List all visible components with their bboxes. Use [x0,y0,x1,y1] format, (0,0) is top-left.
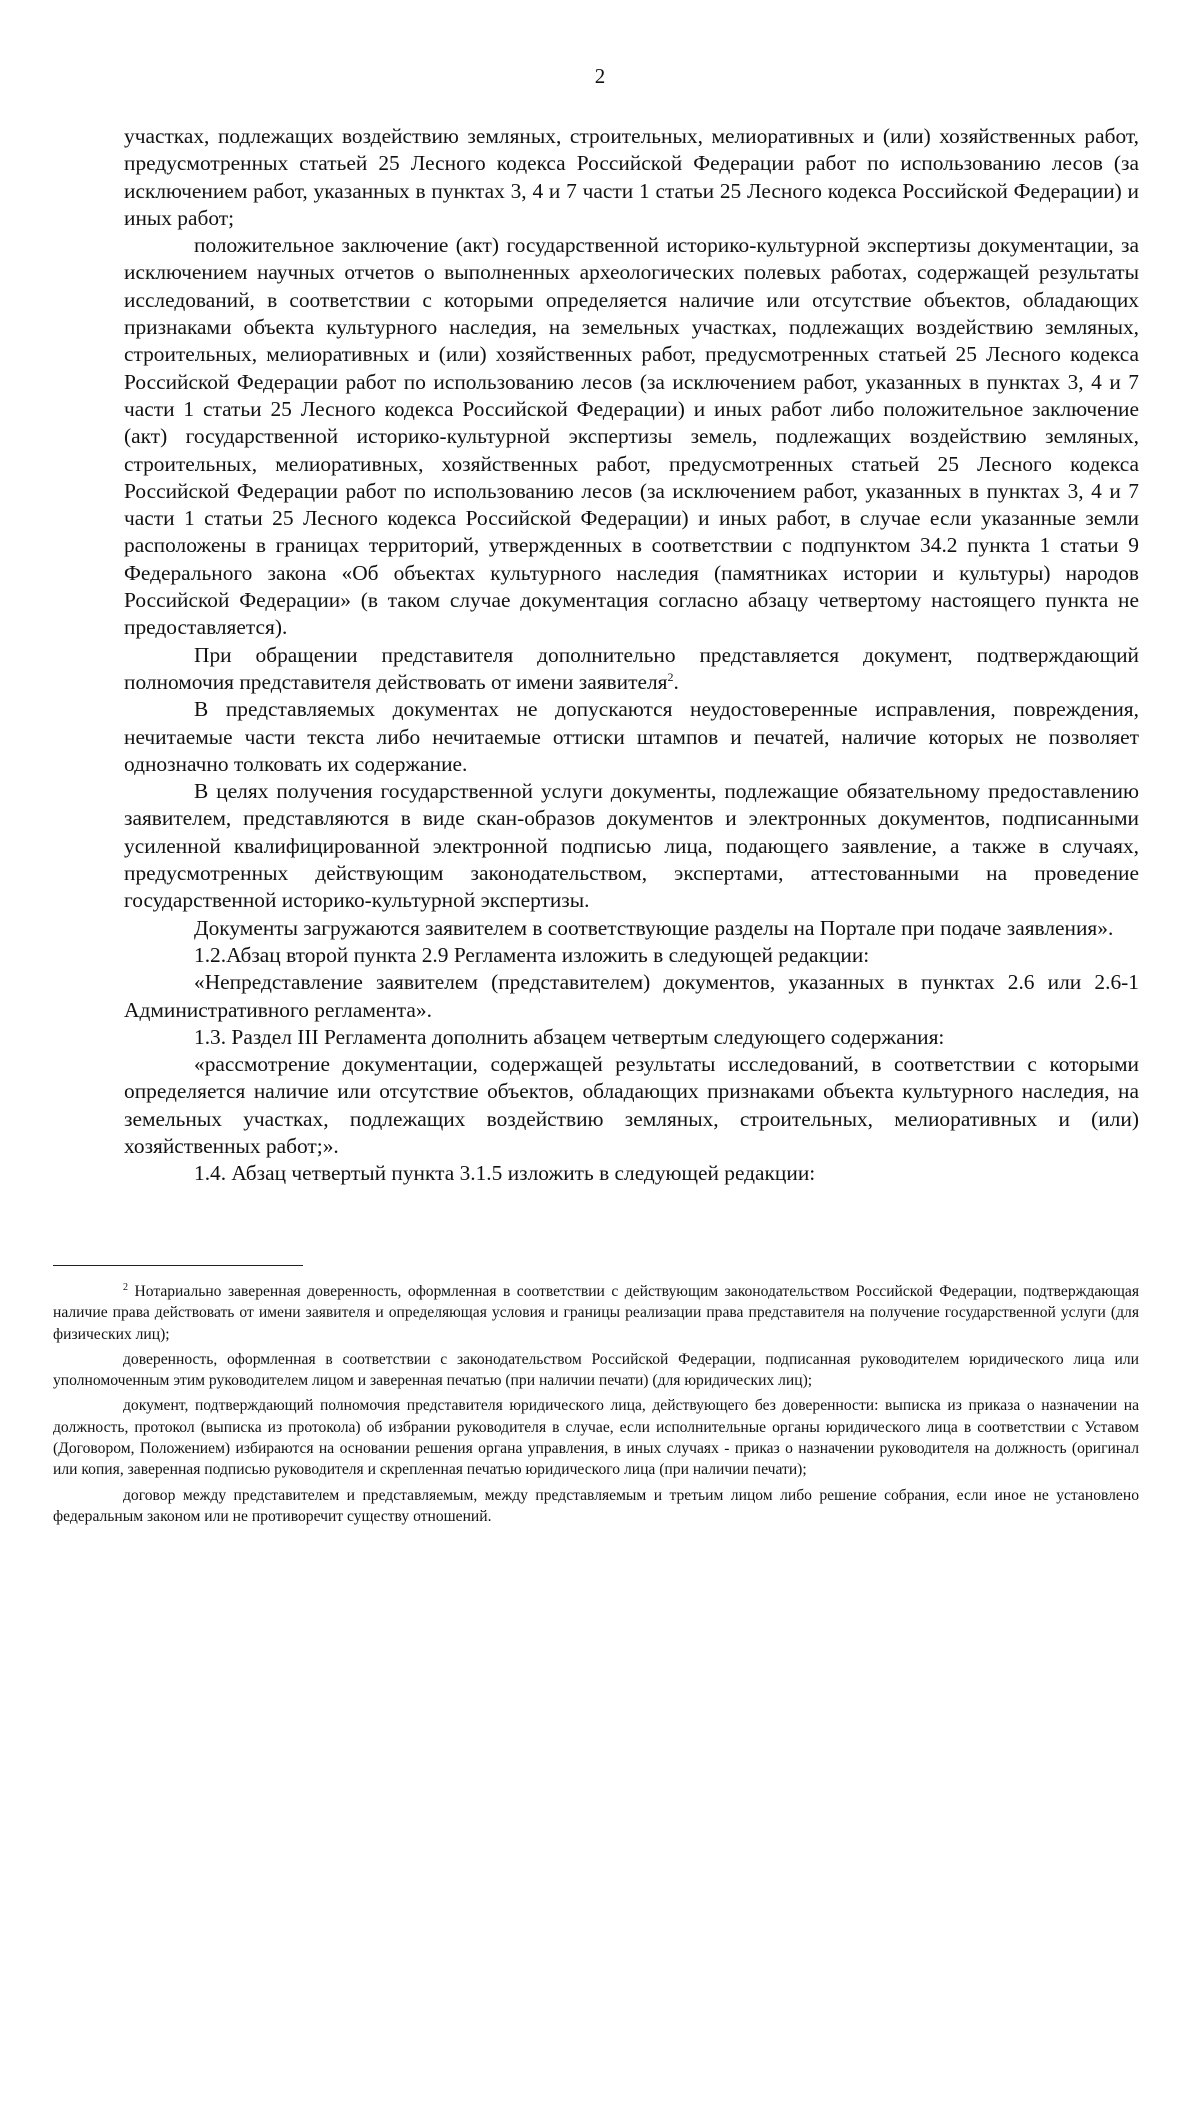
paragraph: положительное заключение (акт) государственной историко-культурной экспертизы документации, за исключением научных отчетов о выполненных археологических полевых работах, содержащей результаты исследований, в соответствии с которыми определяется наличие или отсутствие объектов, обладающих признаками объекта культурного наследия, на земельных участках, подлежащих воздействию земляных, строительных, мелиоративных и (или) хозяйственных работ, предусмотренных статьей 25 Лесного кодекса Российской Федерации работ по использованию лесов (за исключением работ, указанных в пунктах 3, 4 и 7 части 1 статьи 25 Лесного кодекса Российской Федерации) и иных работ либо положительное заключение (акт) государственной историко-культурной экспертизы земель, подлежащих воздействию земляных, строительных, мелиоративных, хозяйственных работ, предусмотренных статьей 25 Лесного кодекса Российской Федерации работ по использованию лесов (за исключением работ, указанных в пунктах 3, 4 и 7 части 1 статьи 25 Лесного кодекса Российской Федерации) и иных работ, в случае если указанные земли расположены в границах территорий, утвержденных в соответствии с подпунктом 34.2 пункта 1 статьи 9 Федерального закона «Об объектах культурного наследия (памятниках истории и культуры) народов Российской Федерации» (в таком случае документация согласно абзацу четвертому настоящего пункта не предоставляется). [124,233,1139,640]
paragraph: «Непредставление заявителем (представителем) документов, указанных в пунктах 2.6 или 2.6-1 Административного регламента». [124,970,1139,1022]
paragraph: участках, подлежащих воздействию земляных, строительных, мелиоративных и (или) хозяйственных работ, предусмотренных статьей 25 Лесного кодекса Российской Федерации работ по использованию лесов (за исключением работ, указанных в пунктах 3, 4 и 7 части 1 статьи 25 Лесного кодекса Российской Федерации) и иных работ; [124,124,1139,230]
footnote: доверенность, оформленная в соответствии с законодательством Российской Федерации, подписанная руководителем юридического лица или уполномоченным этим руководителем лицом и заверенная печатью (при наличии печати) (для юридических лиц); [53,1350,1139,1390]
footnote: документ, подтверждающий полномочия представителя юридического лица, действующего без доверенности: выписка из приказа о назначении на должность, протокол (выписка из протокола) об избрании руководителя в случае, если исполнительные органы юридического лица в соответствии с Уставом (Договором, Положением) избираются на основании решения органа управления, в иных случаях - приказ о назначении руководителя на должность (оригинал или копия, заверенная подписью руководителя и скрепленная печатью юридического лица (при наличии печати); [53,1397,1139,1479]
footnotes [53,1281,1139,1527]
footnote-separator [53,1265,303,1266]
paragraph [124,642,1139,697]
paragraph: 1.2.Абзац второй пункта 2.9 Регламента изложить в следующей редакции: [194,942,870,967]
footnote-text: Нотариально заверенная доверенность, оформленная в соответствии с действующим законодательством Российской Федерации, подтверждающая наличие права действовать от имени заявителя и определяющая условия и границы реализации права представителя на получение государственной услуги (для физических лиц); [53,1283,1140,1343]
footnote-reference: 2 [667,669,674,684]
footnote [53,1281,1139,1345]
paragraph-text: При обращении представителя дополнительно представляется документ, подтверждающий полномочия представителя действовать от имени заявителя [124,642,1139,694]
paragraph: 1.4. Абзац четвертый пункта 3.1.5 изложить в следующей редакции: [194,1161,816,1186]
paragraph: В представляемых документах не допускаются неудостоверенные исправления, повреждения, нечитаемые части текста либо нечитаемые оттиски штампов и печатей, наличие которых не позволяет однозначно толковать их содержание. [124,697,1139,776]
footnote-mark: 2 [123,1281,128,1293]
page-number: 2 [594,64,606,88]
paragraph: «рассмотрение документации, содержащей результаты исследований, в соответствии с которыми определяется наличие или отсутствие объектов, обладающих признаками объекта культурного наследия, на земельных участках, подлежащих воздействию земляных, строительных, мелиоративных и (или) хозяйственных работ;». [124,1052,1139,1158]
paragraph: 1.3. Раздел III Регламента дополнить абзацем четвертым следующего содержания: [194,1024,945,1049]
paragraph: В целях получения государственной услуги документы, подлежащие обязательному предоставлению заявителем, представляются в виде скан-образов документов и электронных документов, подписанными усиленной квалифицированной электронной подписью лица, подающего заявление, а также в случаях, предусмотренных действующим законодательством, экспертами, аттестованными на проведение государственной историко-культурной экспертизы. [124,779,1139,913]
main-text [124,123,1139,1188]
paragraph-end: . [673,669,679,694]
footnote: договор между представителем и представляемым, между представляемым и третьим лицом либо решение собрания, если иное не установлено федеральным законом или не противоречит существу отношений. [53,1486,1139,1525]
paragraph: Документы загружаются заявителем в соответствующие разделы на Портале при подаче заявления». [194,915,1114,940]
